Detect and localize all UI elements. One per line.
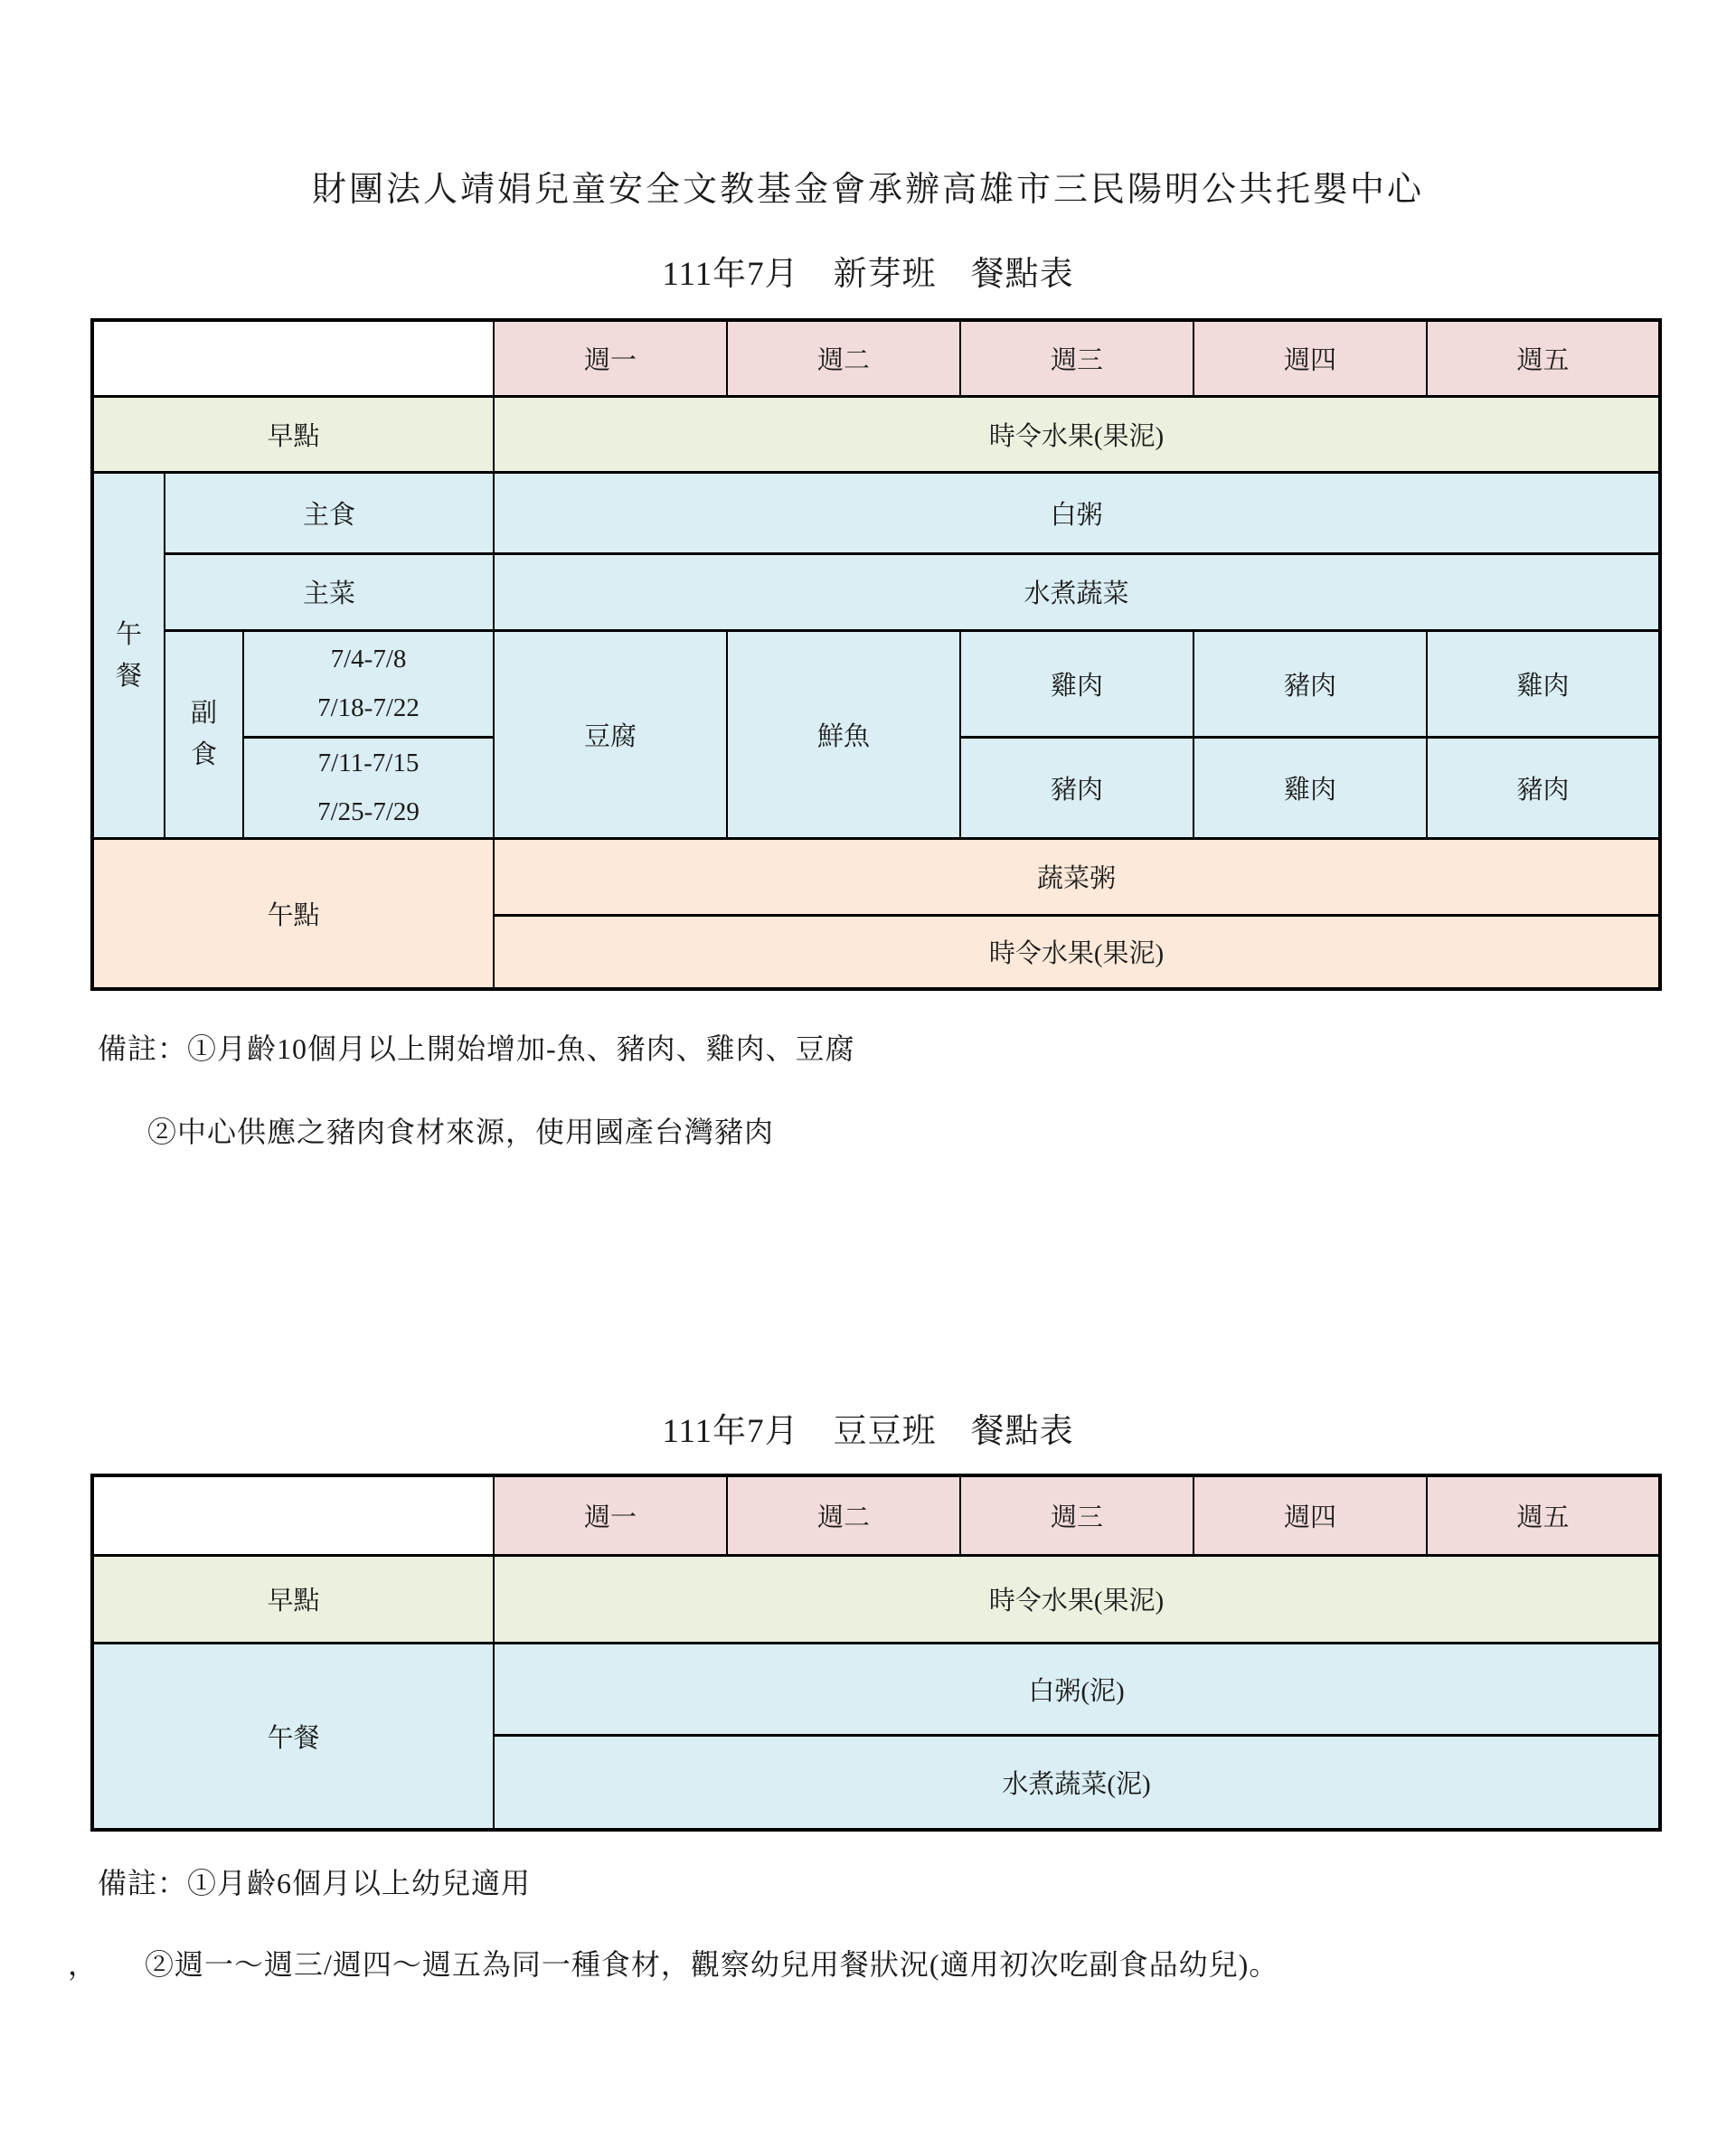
menu2-day-header-fri: 週五 — [1427, 1475, 1660, 1555]
menu1-day-header-wed: 週三 — [960, 320, 1194, 396]
menu1-week-b-dates — [243, 737, 494, 838]
menu1-breakfast-value: 時令水果(果泥) — [494, 396, 1660, 472]
menu2-day-header-mon: 週一 — [494, 1475, 727, 1555]
menu-table-xinya — [90, 318, 1662, 991]
date-range: 7/11-7/15 — [317, 749, 420, 777]
menu1-snack-row1: 蔬菜粥 — [494, 838, 1660, 915]
menu1-week-a-dates — [243, 630, 494, 737]
menu1-day-header-fri: 週五 — [1427, 320, 1660, 396]
menu2-note-1: 備註：①月齡6個月以上幼兒適用 — [98, 1867, 532, 1899]
menu2-lunch-row2: 水煮蔬菜(泥) — [494, 1735, 1660, 1830]
menu2-note-2 — [68, 1942, 1278, 1983]
sidedish-label-char: 副 — [190, 699, 217, 728]
menu1-day-header-thu: 週四 — [1194, 320, 1427, 396]
menu2-breakfast-label: 早點 — [92, 1555, 494, 1643]
menu1-week-b-thu: 雞肉 — [1194, 737, 1427, 838]
table-row — [92, 1475, 1660, 1555]
menu2-lunch-label: 午餐 — [92, 1643, 494, 1830]
menu2-day-header-wed: 週三 — [960, 1475, 1194, 1555]
menu1-breakfast-label: 早點 — [92, 396, 494, 472]
menu2-day-header-tue: 週二 — [727, 1475, 960, 1555]
menu1-week-b-wed: 豬肉 — [960, 737, 1194, 838]
note-text: ②週一～週三/週四～週五為同一種食材，觀察幼兒用餐狀況(適用初次吃副食品幼兒)。 — [145, 1948, 1279, 1981]
page-title: 財團法人靖娟兒童安全文教基金會承辦高雄市三民陽明公共托嬰中心 — [311, 171, 1424, 209]
menu1-sidedish-label — [165, 630, 243, 838]
menu2-corner-cell — [92, 1475, 494, 1555]
menu1-mon-sidedish: 豆腐 — [494, 630, 727, 838]
menu1-snack-label: 午點 — [92, 838, 494, 989]
date-range: 7/18-7/22 — [317, 693, 420, 722]
menu2-title: 111年7月 豆豆班 餐點表 — [662, 1413, 1074, 1450]
menu1-corner-cell — [92, 320, 494, 396]
table-row — [92, 1555, 1660, 1643]
menu1-staple-value: 白粥 — [494, 472, 1660, 553]
menu2-breakfast-value: 時令水果(果泥) — [494, 1555, 1660, 1643]
menu1-maindish-label: 主菜 — [165, 553, 494, 630]
menu1-week-a-wed: 雞肉 — [960, 630, 1194, 737]
menu1-week-a-fri: 雞肉 — [1427, 630, 1660, 737]
table-row — [92, 472, 1660, 553]
menu1-snack-row2: 時令水果(果泥) — [494, 915, 1660, 989]
lunch-label-char: 午 — [115, 619, 142, 649]
menu1-week-b-fri: 豬肉 — [1427, 737, 1660, 838]
table-row — [92, 553, 1660, 630]
sidedish-label-char: 食 — [190, 740, 217, 769]
menu2-lunch-row1: 白粥(泥) — [494, 1643, 1660, 1735]
menu1-title: 111年7月 新芽班 餐點表 — [662, 256, 1074, 293]
menu1-tue-sidedish: 鮮魚 — [727, 630, 960, 838]
menu1-note-2: ②中心供應之豬肉食材來源，使用國產台灣豬肉 — [147, 1116, 775, 1148]
menu1-staple-label: 主食 — [165, 472, 494, 553]
note-prefix-comma: ， — [68, 1948, 99, 1981]
menu1-lunch-label — [92, 472, 165, 838]
menu1-day-header-mon: 週一 — [494, 320, 727, 396]
menu1-note-1: 備註：①月齡10個月以上開始增加-魚、豬肉、雞肉、豆腐 — [98, 1032, 855, 1065]
table-row — [92, 630, 1660, 737]
date-range: 7/25-7/29 — [317, 797, 420, 826]
date-range: 7/4-7/8 — [330, 645, 407, 674]
table-row — [92, 1643, 1660, 1735]
table-row — [92, 320, 1660, 396]
menu2-day-header-thu: 週四 — [1194, 1475, 1427, 1555]
table-row — [92, 396, 1660, 472]
table-row — [92, 838, 1660, 915]
menu1-maindish-value: 水煮蔬菜 — [494, 553, 1660, 630]
menu1-day-header-tue: 週二 — [727, 320, 960, 396]
menu1-week-a-thu: 豬肉 — [1194, 630, 1427, 737]
lunch-label-char: 餐 — [115, 661, 142, 691]
menu-table-doudou — [90, 1474, 1662, 1832]
